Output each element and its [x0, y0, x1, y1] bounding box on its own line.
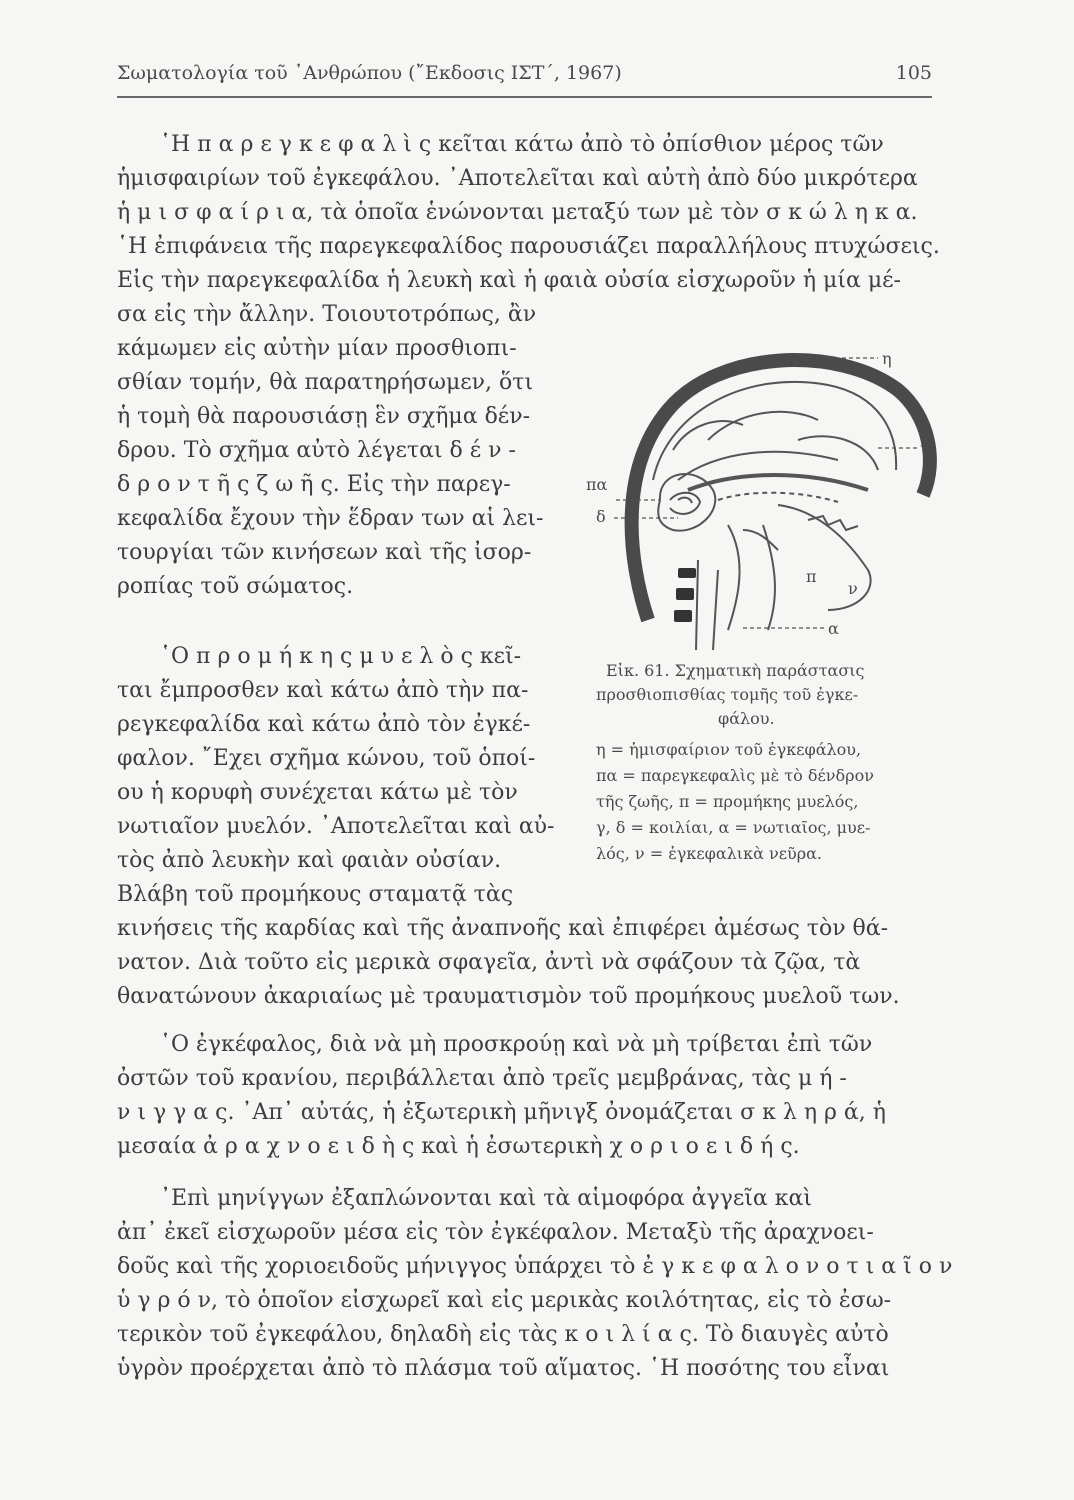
text-line: τὸς ἀπὸ λευκὴν καὶ φαιὰν οὐσίαν. [117, 848, 502, 873]
text-line: νωτιαῖον μυελόν. ᾿Αποτελεῖται καὶ αὐ- [117, 814, 555, 839]
text-line: δ ρ ο ν τ ῆ ς ζ ω ῆ ς. Εἰς τὴν παρεγ- [117, 472, 511, 497]
text-line: ὀστῶν τοῦ κρανίου, περιβάλλεται ἀπὸ τρεῖς μεμβράνας, τὰς μ ή - [117, 1066, 847, 1091]
text-line: ροπίας τοῦ σώματος. [117, 574, 354, 599]
text-line: ῾Η ἐπιφάνεια τῆς παρεγκεφαλίδος παρουσιάζει παραλλήλους πτυχώσεις. [117, 234, 940, 259]
text-line: τουργίαι τῶν κινήσεων καὶ τῆς ἰσορ- [117, 540, 532, 565]
running-head: Σωματολογία τοῦ ᾿Ανθρώπου (῎Εκδοσις ΙΣΤ΄, 1967) [117, 62, 622, 84]
text-line: ρεγκεφαλίδα καὶ κάτω ἀπὸ τὸν ἐγκέ- [117, 712, 531, 737]
text-line: ᾿Επὶ μηνίγγων ἐξαπλώνονται καὶ τὰ αἱμοφόρα ἀγγεῖα καὶ [160, 1186, 812, 1211]
label-eta: η [882, 349, 892, 368]
text-line: ἀπ᾿ ἐκεῖ εἰσχωροῦν μέσα εἰς τὸν ἐγκέφαλον. Μεταξὺ τῆς ἀραχνοει- [117, 1220, 874, 1245]
text-line: ὑ γ ρ ό ν, τὸ ὁποῖον εἰσχωρεῖ καὶ εἰς μερικὰς κοιλότητας, εἰς τὸ ἐσω- [117, 1288, 892, 1313]
legend-line: η = ἡμισφαίριον τοῦ ἐγκεφάλου, [596, 740, 862, 759]
caption-line: Εἰκ. 61. Σχηματικὴ παράστασις [606, 661, 865, 680]
text-line: ἡ μ ι σ φ α ί ρ ι α, τὰ ὁποῖα ἑνώνονται μεταξύ των μὲ τὸν σ κ ώ λ η κ α. [117, 200, 918, 225]
text-line: ου ἡ κορυφὴ συνέχεται κάτω μὲ τὸν [117, 780, 518, 805]
text-line: δοῦς καὶ τῆς χοριοειδοῦς μήνιγγος ὑπάρχει τὸ ἐ γ κ ε φ α λ ο ν ο τ ι α ῖ ο ν [117, 1254, 953, 1279]
legend-line: γ, δ = κοιλίαι, α = νωτιαῖος, μυε- [596, 818, 871, 837]
caption-line: προσθιοπισθίας τομῆς τοῦ ἐγκε- [596, 685, 859, 704]
label-delta: δ [596, 507, 606, 526]
label-nu: ν [848, 579, 858, 598]
text-line: ῾Ο π ρ ο μ ή κ η ς μ υ ε λ ὸ ς κεῖ- [160, 644, 522, 669]
legend-line: πα = παρεγκεφαλὶς μὲ τὸ δένδρον [596, 766, 874, 785]
text-line: ἡ τομὴ θὰ παρουσιάσῃ ἓν σχῆμα δέν- [117, 404, 531, 429]
label-alpha: α [828, 619, 839, 638]
text-line: κεφαλίδα ἔχουν τὴν ἕδραν των αἱ λει- [117, 506, 544, 531]
text-line: νατον. Διὰ τοῦτο εἰς μερικὰ σφαγεῖα, ἀντὶ νὰ σφάζουν τὰ ζῷα, τὰ [117, 950, 861, 975]
text-line: κινήσεις τῆς καρδίας καὶ τῆς ἀναπνοῆς καὶ ἐπιφέρει ἀμέσως τὸν θά- [117, 916, 889, 941]
text-line: σα εἰς τὴν ἄλλην. Τοιουτοτρόπως, ἂν [117, 302, 537, 327]
text-line: ῾Η π α ρ ε γ κ ε φ α λ ὶ ς κεῖται κάτω ἀπὸ τὸ ὀπίσθιον μέρος τῶν [160, 132, 884, 157]
text-line: φαλον. ῎Εχει σχῆμα κώνου, τοῦ ὁποί- [117, 746, 536, 771]
label-pi: π [806, 567, 817, 586]
text-line: σθίαν τομήν, θὰ παρατηρήσωμεν, ὅτι [117, 370, 534, 395]
text-line: Βλάβη τοῦ προμήκους σταματᾷ τὰς [117, 882, 514, 907]
page-number: 105 [895, 62, 932, 84]
label-pa: πα [586, 475, 608, 494]
legend-line: λός, ν = ἐγκεφαλικὰ νεῦρα. [596, 844, 822, 863]
text-line: ἡμισφαιρίων τοῦ ἐγκεφάλου. ᾿Αποτελεῖται καὶ αὐτὴ ἀπὸ δύο μικρότερα [117, 166, 918, 191]
text-line: τερικὸν τοῦ ἐγκεφάλου, δηλαδὴ εἰς τὰς κ ο ι λ ί α ς. Τὸ διαυγὲς αὐτὸ [117, 1322, 889, 1347]
text-line: δρου. Τὸ σχῆμα αὐτὸ λέγεται δ έ ν - [117, 438, 516, 463]
text-line: κάμωμεν εἰς αὐτὴν μίαν προσθιοπι- [117, 336, 517, 361]
text-line: ὑγρὸν προέρχεται ἀπὸ τὸ πλάσμα τοῦ αἵματος. ῾Η ποσότης του εἶναι [117, 1356, 890, 1381]
text-line: ῾Ο ἐγκέφαλος, διὰ νὰ μὴ προσκρούῃ καὶ νὰ μὴ τρίβεται ἐπὶ τῶν [160, 1032, 873, 1057]
text-line: ται ἔμπροσθεν καὶ κάτω ἀπὸ τὴν πα- [117, 678, 529, 703]
caption-line: φάλου. [718, 709, 775, 728]
header-rule [117, 96, 932, 98]
brain-diagram-figure [578, 330, 940, 660]
text-line: Εἰς τὴν παρεγκεφαλίδα ἡ λευκὴ καὶ ἡ φαιὰ οὐσία εἰσχωροῦν ἡ μία μέ- [117, 268, 901, 293]
text-line: μεσαία ἀ ρ α χ ν ο ε ι δ ὴ ς καὶ ἡ ἐσωτερικὴ χ ο ρ ι ο ε ι δ ή ς. [117, 1134, 800, 1159]
legend-line: τῆς ζωῆς, π = προμήκης μυελός, [596, 792, 859, 811]
text-line: θανατώνουν ἀκαριαίως μὲ τραυματισμὸν τοῦ προμήκους μυελοῦ των. [117, 984, 900, 1009]
text-line: ν ι γ γ α ς. ᾿Απ᾿ αὐτάς, ἡ ἐξωτερικὴ μῆνιγξ ὀνομάζεται σ κ λ η ρ ά, ἡ [117, 1100, 886, 1125]
label-gamma: γ [920, 439, 930, 458]
brain-section-drawing [578, 330, 940, 660]
